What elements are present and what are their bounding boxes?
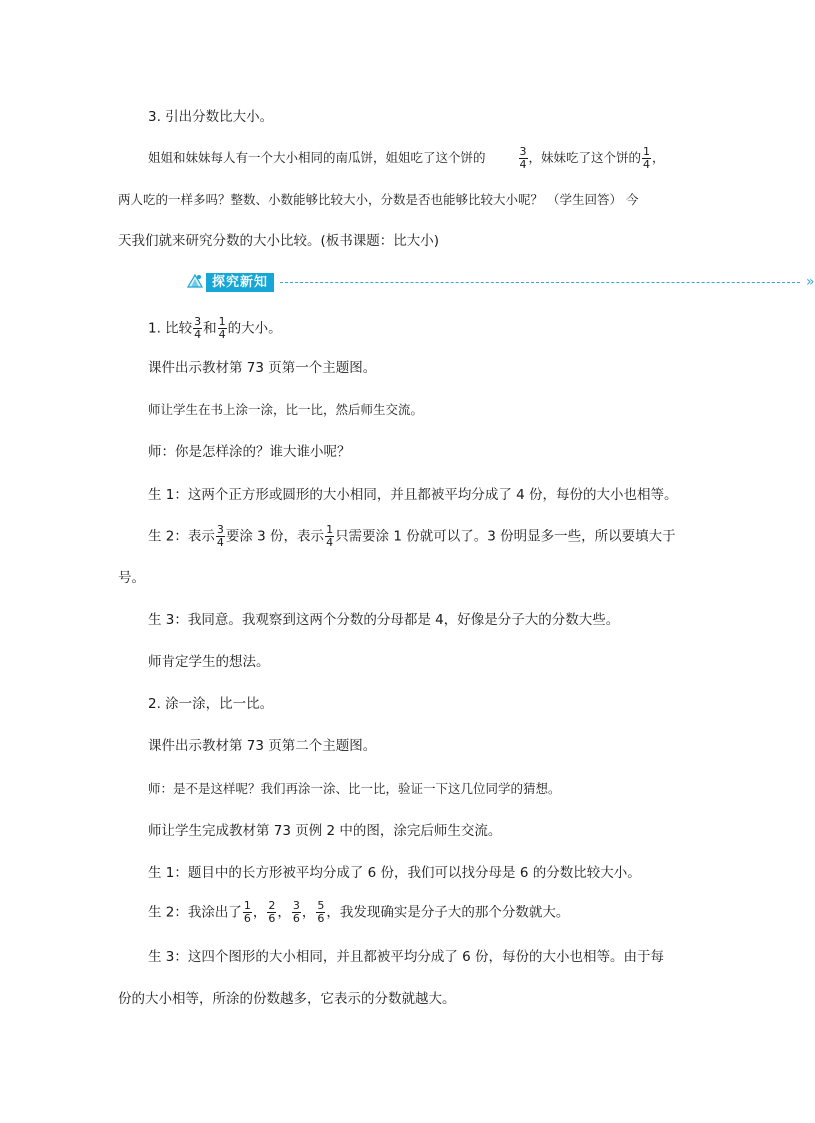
intro-heading: 3. 引出分数比大小。 [148,109,274,125]
paragraph: 师：你是怎样涂的？谁大谁小呢？ [148,444,351,460]
intro-paragraph-line-2: 两人吃的一样多吗？整数、小数能够比较大小，分数是否也能够比较大小呢？ （学生回答） 今 [118,192,639,207]
paragraph: 师让学生完成教材第 73 页例 2 中的图，涂完后师生交流。 [148,823,502,839]
paragraph: 生 2：我涂出了 $\frac{1}{6}$ ， $\frac{2}{6}$ ， $\frac{3}{6}$ ， $\frac{5}{6}$ ，我发现确实是分子大的那个分数就大。 [148,899,570,925]
intro-paragraph-line-3: 天我们就来研究分数的大小比较。(板书课题：比大小) [118,233,440,249]
fraction: $\frac{3}{4}$ [194,315,202,341]
section-banner [182,272,815,294]
explore-icon [186,273,204,291]
paragraph: 师：是不是这样呢？我们再涂一涂、比一比，验证一下这几位同学的猜想。 [148,781,561,796]
fraction: $\frac{1}{4}$ [218,315,226,341]
fraction: $\frac{5}{6}$ [317,899,325,925]
intro-paragraph-line-1 [148,146,665,171]
paragraph: 号。 [118,570,145,586]
fraction: $\frac{2}{6}$ [268,899,276,925]
banner-dashed-line [280,282,800,283]
paragraph: 师肯定学生的想法。 [148,654,270,670]
section-2-title: 2. 涂一涂，比一比。 [148,696,274,712]
fraction: $\frac{3}{6}$ [292,899,300,925]
intro-text: ， [652,150,665,165]
fraction: $\frac{1}{4}$ [643,145,651,171]
banner-title: 探究新知 [206,273,274,292]
paragraph: 师让学生在书上涂一涂，比一比，然后师生交流。 [148,402,424,417]
double-chevron-icon: » [806,274,815,290]
paragraph: 生 3：这四个图形的大小相同，并且都被平均分成了 6 份，每份的大小也相等。由于每 [148,949,665,965]
paragraph: 份的大小相等，所涂的份数越多，它表示的分数就越大。 [118,991,456,1007]
paragraph: 生 1：题目中的长方形被平均分成了 6 份，我们可以找分母是 6 的分数比较大小。 [148,865,641,881]
paragraph: 生 2：表示 $\frac{3}{4}$ 要涂 3 份，表示 $\frac{1}{4}$ 只需要涂 1 份就可以了。3 份明显多一些，所以要填大于 [148,523,676,549]
fraction: $\frac{1}{6}$ [243,899,251,925]
paragraph: 课件出示教材第 73 页第二个主题图。 [148,738,377,754]
section-1-title: 1. 比较 $\frac{3}{4}$ 和 $\frac{1}{4}$ 的大小。 [148,315,282,341]
intro-text: ，妹妹吃了这个饼的 [528,150,642,165]
paragraph: 生 1：这两个正方形或圆形的大小相同，并且都被平均分成了 4 份，每份的大小也相等。 [148,487,678,503]
fraction: $\frac{3}{4}$ [519,145,527,171]
fraction: $\frac{1}{4}$ [326,523,334,549]
intro-text: 姐姐和妹妹每人有一个大小相同的南瓜饼，姐姐吃了这个饼的 [148,150,486,165]
paragraph: 课件出示教材第 73 页第一个主题图。 [148,360,377,376]
fraction: $\frac{3}{4}$ [216,523,224,549]
paragraph: 生 3：我同意。我观察到这两个分数的分母都是 4，好像是分子大的分数大些。 [148,612,620,628]
